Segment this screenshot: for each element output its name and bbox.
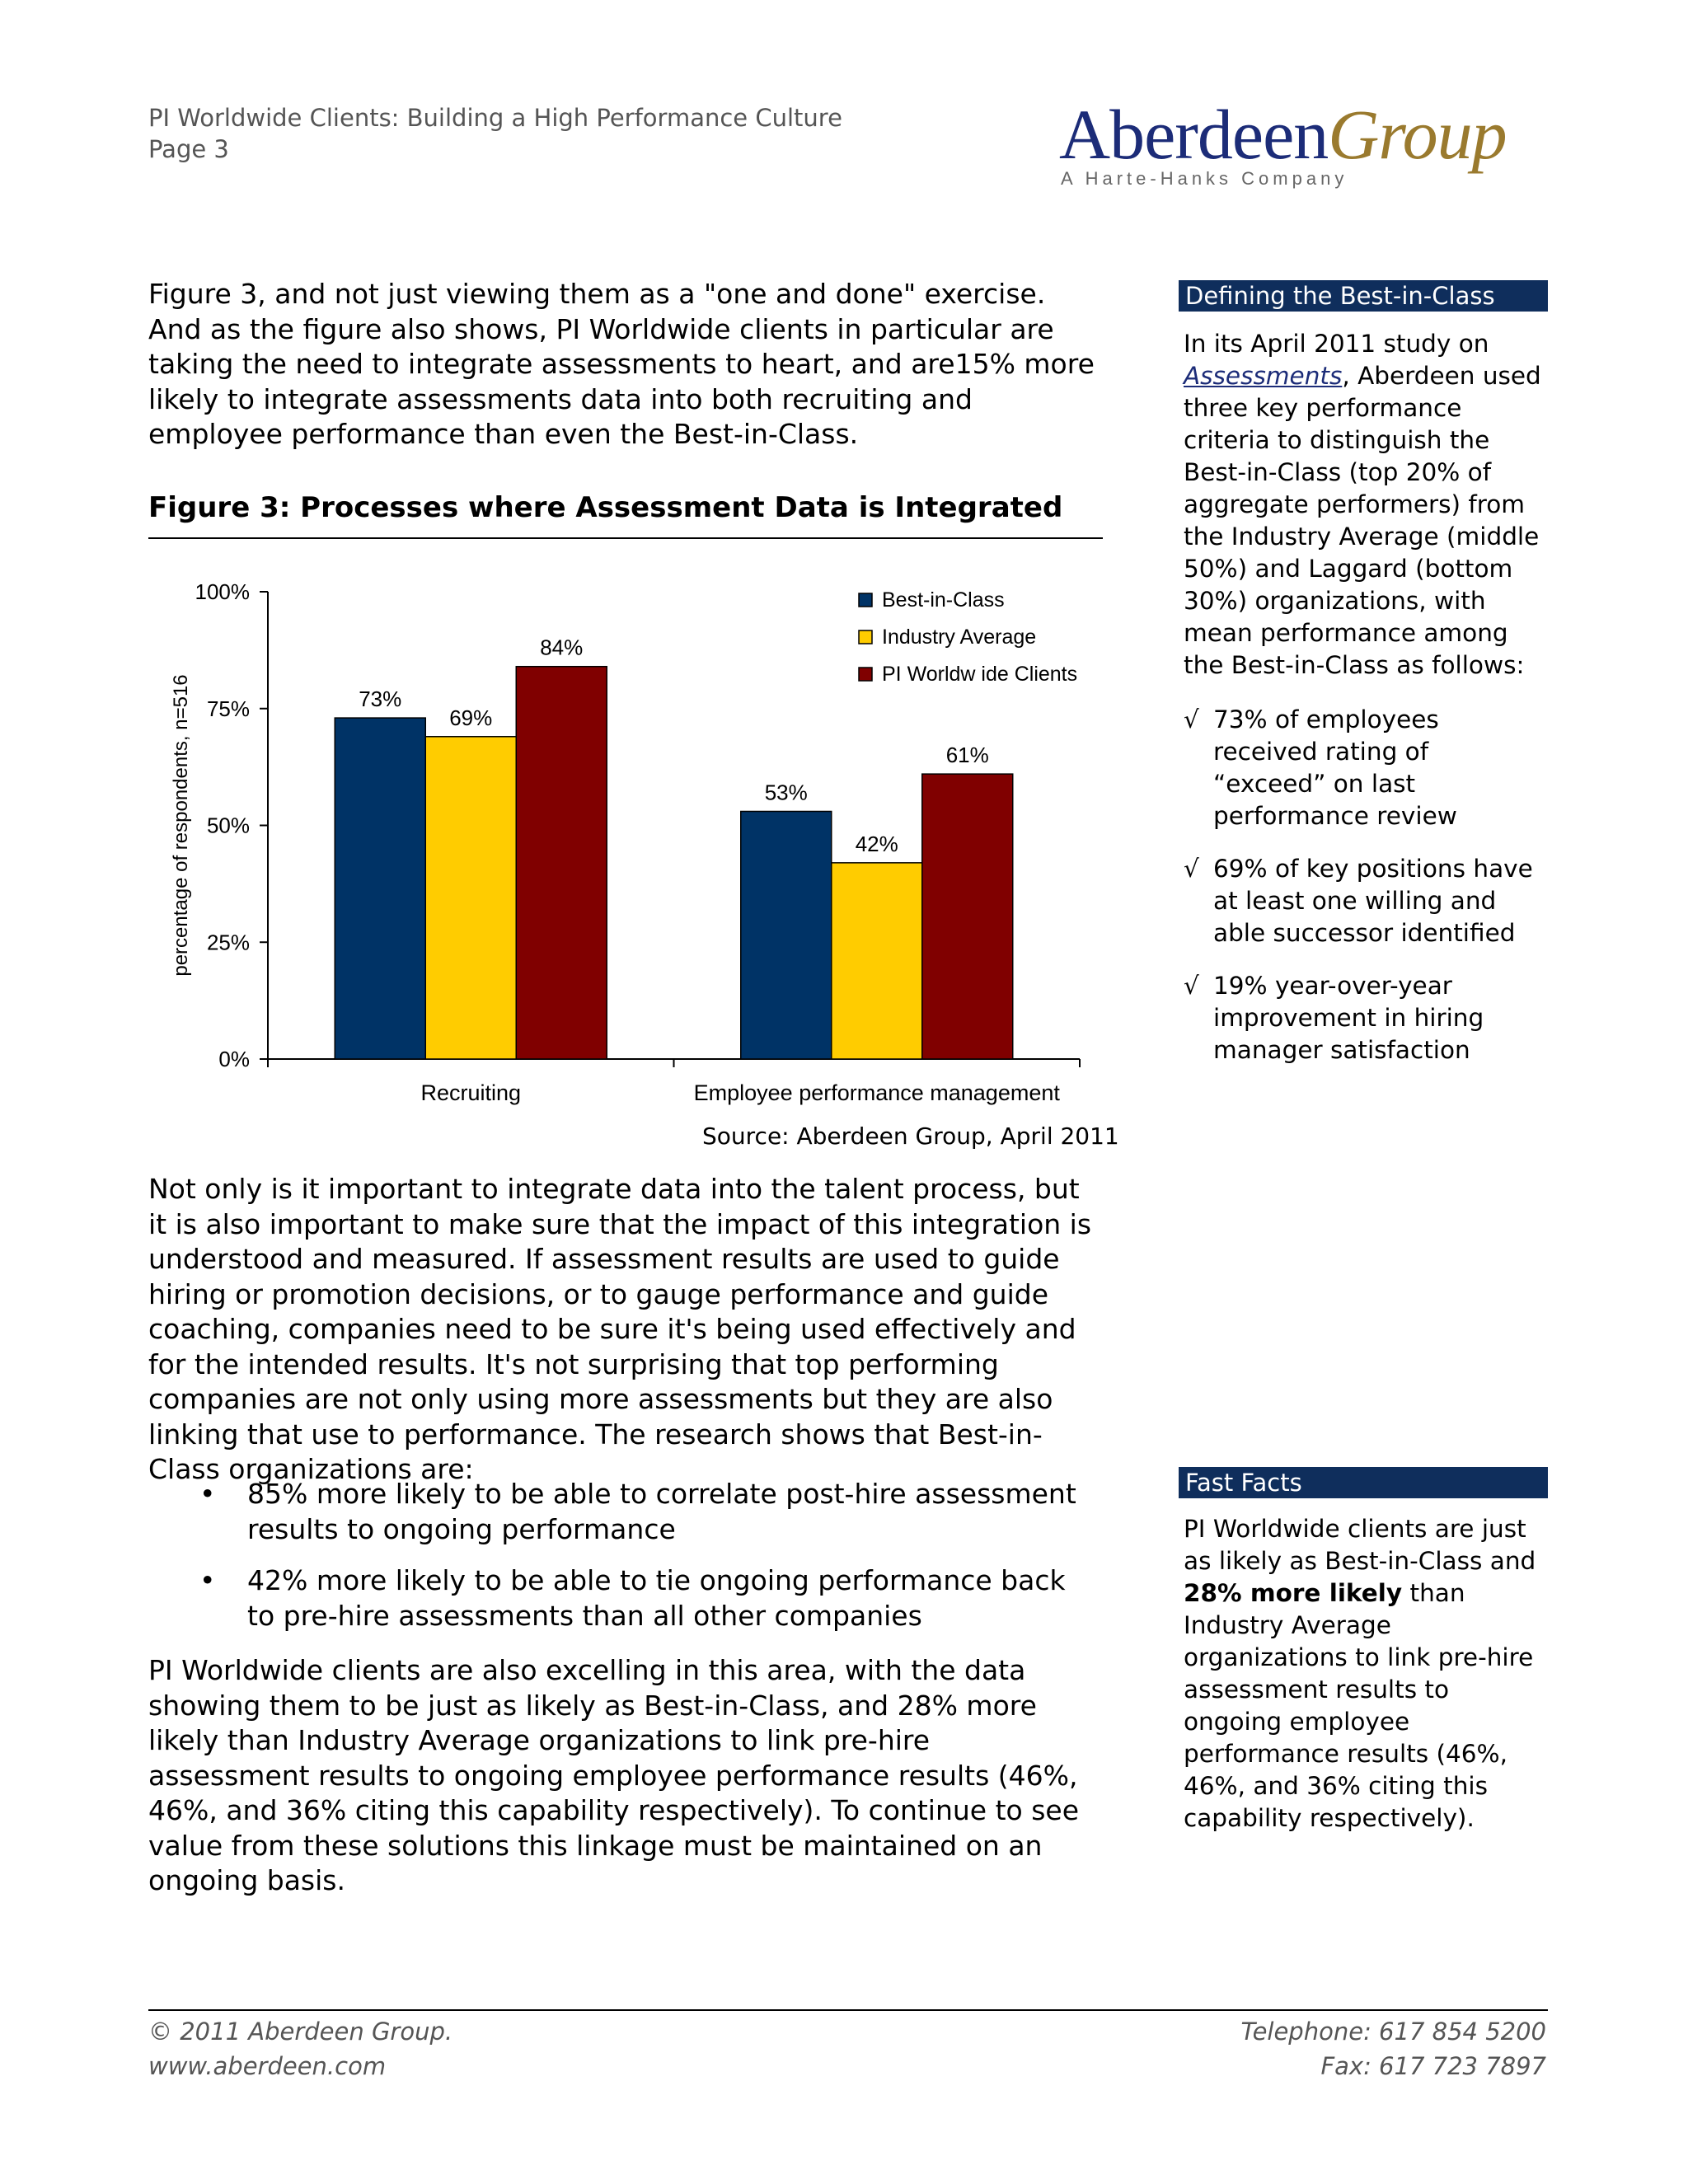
- paragraph-3: [148, 1653, 1096, 1899]
- sidebar-bic-text: [1184, 328, 1546, 682]
- header-title: PI Worldwide Clients: Building a High Performance Culture: [148, 104, 842, 132]
- legend-label: Industry Average: [882, 626, 1037, 649]
- bullet-icon: •: [199, 1478, 216, 1510]
- y-tick-label: 75%: [206, 696, 250, 721]
- bar: [922, 774, 1013, 1059]
- bullet-list: [148, 1477, 1096, 1650]
- y-axis-label: percentage of respondents, n=516: [170, 674, 192, 977]
- paragraph-2-text: Not only is it important to integrate data into the talent process, but it is also important to make sure that the impact of this integration is understood and measured. If assessment results are used to guide hiring or promotion decisions, or to gauge performance and guide coaching, companies need to be sure it's being used effectively and for the intended results. It's not surprising that top performing companies are not only using more assessments but they are also linking that use to performance. The research shows that Best-in-Class organizations are:: [148, 1173, 1092, 1485]
- sidebar-bic-description: , Aberdeen used three key performance criteria to distinguish the Best-in-Class (top 20% of aggregate performers) from the Industry Average (middle 50%) and Laggard (bottom 30%) organizations, with mean performance among the Best-in-Class as follows:: [1184, 362, 1541, 679]
- criteria-text: 73% of employees received rating of “exceed” on last performance review: [1213, 705, 1457, 830]
- data-label: 42%: [855, 831, 898, 856]
- check-icon: √: [1184, 705, 1199, 733]
- data-label: 69%: [449, 705, 493, 730]
- sidebar-fast-facts-text: [1184, 1513, 1546, 1835]
- bullet-text: 85% more likely to be able to correlate post-hire assessment results to ongoing performance: [247, 1478, 1076, 1545]
- check-icon: √: [1184, 972, 1199, 1000]
- footer-rule: [148, 2009, 1548, 2011]
- legend-swatch: [859, 668, 872, 681]
- criteria-text: 19% year-over-year improvement in hiring manager satisfaction: [1213, 972, 1484, 1064]
- list-item: [1184, 704, 1546, 832]
- legend-swatch: [859, 593, 872, 607]
- bar: [425, 737, 516, 1059]
- bar: [335, 718, 425, 1059]
- list-item: [148, 1563, 1096, 1633]
- page-number: Page 3: [148, 135, 229, 163]
- paragraph-3-text: PI Worldwide clients are also excelling in this area, with the data showing them to be just as likely as Best-in-Class, and 28% more likely than Industry Average organizations to link pre-hire assessment results to ongoing employee performance results (46%, 46%, and 36% citing this capability respectively). To continue to see value from these solutions this linkage must be maintained on an ongoing basis.: [148, 1654, 1080, 1896]
- list-item: [148, 1477, 1096, 1547]
- sidebar-bic-criteria: [1184, 704, 1546, 1087]
- list-item: [1184, 970, 1546, 1066]
- logo-main-word: Aberdeen: [1059, 95, 1329, 174]
- footer-copyright: © 2011 Aberdeen Group.: [148, 2018, 453, 2046]
- data-label: 84%: [540, 635, 584, 660]
- bar: [832, 863, 922, 1059]
- fast-facts-highlight: 28% more likely: [1184, 1579, 1403, 1607]
- bar: [516, 667, 607, 1059]
- criteria-text: 69% of key positions have at least one willing and able successor identified: [1213, 855, 1533, 947]
- assessments-link[interactable]: Assessments: [1184, 362, 1343, 390]
- y-tick-label: 50%: [206, 813, 250, 838]
- sidebar-bic-heading: Defining the Best-in-Class: [1179, 280, 1548, 312]
- bar: [741, 811, 832, 1059]
- y-tick-label: 0%: [218, 1047, 250, 1071]
- figure-source: Source: Aberdeen Group, April 2011: [702, 1122, 1119, 1150]
- fast-facts-rest: than Industry Average organizations to link pre-hire assessment results to ongoing employee performance results (46%, 46%, and 36% citing this capability respectively).: [1184, 1579, 1534, 1832]
- footer-telephone: Telephone: 617 854 5200: [1240, 2018, 1546, 2046]
- legend-swatch: [859, 630, 872, 644]
- figure-title-rule: [148, 537, 1103, 539]
- bar-chart: [148, 544, 1104, 1113]
- sidebar-fast-facts-heading: Fast Facts: [1179, 1467, 1548, 1498]
- data-label: 61%: [945, 743, 989, 768]
- legend-label: PI Worldw ide Clients: [882, 663, 1078, 686]
- intro-paragraph-text: Figure 3, and not just viewing them as a "one and done" exercise. And as the figure also shows, PI Worldwide clients in particular are taking the need to integrate assessments to heart, and are15% more likely to integrate assessments data into both recruiting and employee performance than even the Best-in-Class.: [148, 278, 1095, 450]
- logo-tagline: A Harte-Hanks Company: [1061, 168, 1348, 189]
- fast-facts-intro: PI Worldwide clients are just as likely as Best-in-Class and: [1184, 1515, 1536, 1575]
- intro-paragraph: [148, 277, 1096, 452]
- sidebar-bic-intro: In its April 2011 study on: [1184, 330, 1489, 358]
- aberdeen-logo: [1059, 95, 1554, 194]
- figure-title: Figure 3: Processes where Assessment Data is Integrated: [148, 491, 1063, 524]
- y-tick-label: 25%: [206, 930, 250, 955]
- bullet-text: 42% more likely to be able to tie ongoing performance back to pre-hire assessments than all other companies: [247, 1564, 1066, 1632]
- logo-wordmark: [1059, 95, 1507, 174]
- data-label: 53%: [764, 780, 808, 805]
- footer-fax: Fax: 617 723 7897: [1320, 2052, 1546, 2080]
- y-tick-label: 100%: [195, 579, 250, 604]
- list-item: [1184, 853, 1546, 949]
- legend-label: Best-in-Class: [882, 588, 1005, 612]
- bullet-icon: •: [199, 1564, 216, 1596]
- data-label: 73%: [359, 687, 402, 712]
- footer-website[interactable]: www.aberdeen.com: [148, 2052, 387, 2080]
- x-category-label: Recruiting: [420, 1080, 522, 1105]
- check-icon: √: [1184, 855, 1199, 883]
- logo-accent-word: Group: [1328, 95, 1507, 174]
- x-category-label: Employee performance management: [693, 1080, 1060, 1105]
- paragraph-2: [148, 1172, 1096, 1488]
